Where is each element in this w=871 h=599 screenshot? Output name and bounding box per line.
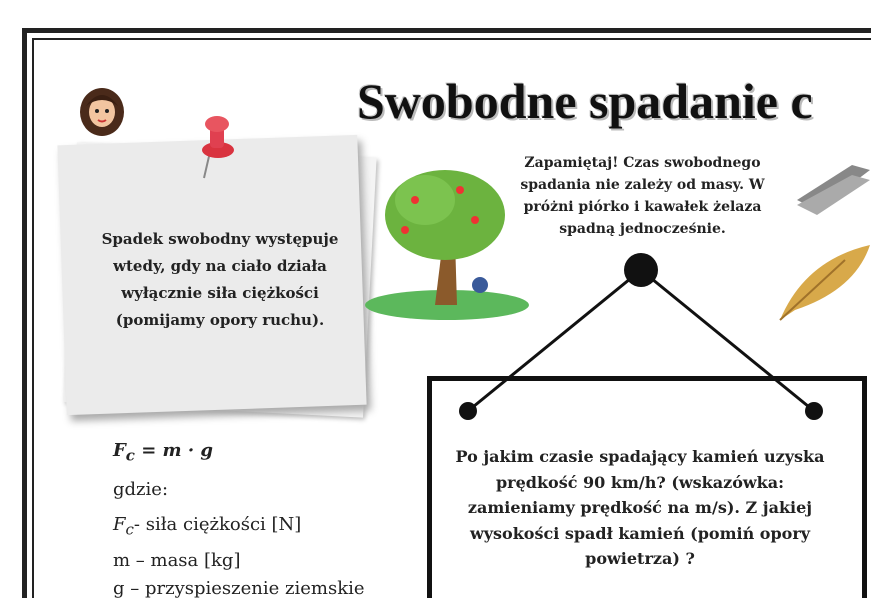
fc-definition [113,514,301,539]
remember-text: Zapamiętaj! Czas swobodnego spadania nie zależy od masy. W próżni piórko i kawałek żelaza spadną jednocześnie. [520,155,765,237]
fc-symbol: F [113,514,126,535]
fc-sub: c [125,520,134,539]
g-definition: g – przyspieszenie ziemskie [113,578,365,599]
where-label: gdzie: [113,479,169,500]
formula-main [113,440,213,465]
definition-text: Spadek swobodny występuje wtedy, gdy na ciało działa wyłącznie siła ciężkości (pomijamy opory ruchu). [101,230,339,329]
m-definition: m – masa [kg] [113,550,241,571]
formula-sub: c [125,446,135,465]
question-text: Po jakim czasie spadający kamień uzyska prędkość 90 km/h? (wskazówka: zamieniamy prędkość na m/s). Z jakiej wysokości spadł kamień (pomiń opory powietrza) ? [455,447,825,568]
fc-desc: - siła ciężkości [N] [133,514,302,535]
formula-rhs: = m · g [134,440,213,461]
formula-fc: F [113,440,126,461]
page-title: Swobodne spadanie c [357,73,813,129]
